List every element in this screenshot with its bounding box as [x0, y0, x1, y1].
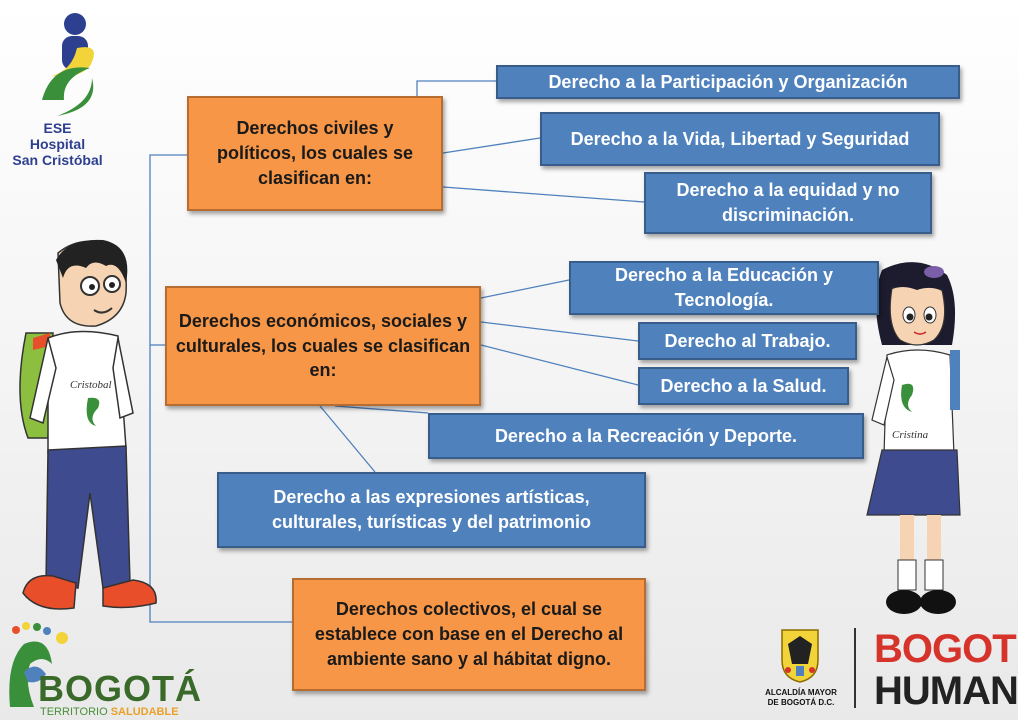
connector-recreacion	[335, 406, 428, 413]
bogota-logo-subtitle1: TERRITORIO	[40, 706, 108, 718]
right-box-expresiones	[217, 472, 646, 548]
logo-ese-line1: ESE	[43, 120, 72, 136]
connector-salud	[481, 345, 638, 385]
right-label-trabajo: Derecho al Trabajo.	[664, 330, 831, 351]
category-box-civiles	[187, 96, 443, 211]
alcaldia-line1: ALCALDÍA MAYOR	[765, 688, 837, 697]
right-label-equidad: Derecho a la equidad y no discriminación.	[676, 180, 900, 225]
right-box-recreacion	[428, 413, 864, 459]
humana-logo	[874, 628, 1018, 712]
right-label-expresiones: Derecho a las expresiones artísticas, culturales, turísticas y del patrimonio	[271, 487, 592, 532]
bogota-logo-title: BOGOTÁ	[38, 668, 202, 709]
connector-trabajo	[481, 322, 638, 341]
humana-line1: BOGOT	[874, 627, 1016, 671]
connector-participacion	[417, 81, 496, 96]
connector-equidad	[443, 187, 644, 202]
connector-vida	[443, 138, 540, 153]
alcaldia-line2: DE BOGOTÁ D.C.	[767, 698, 835, 707]
right-label-participacion: Derecho a la Participación y Organización	[548, 71, 908, 92]
bogota-logo-subtitle2: SALUDABLE	[110, 706, 179, 718]
category-label-colectivos: Derechos colectivos, el cual se establece con base en el Derecho al ambiente sano y al hábitat digno.	[314, 599, 624, 669]
right-box-educacion	[569, 261, 879, 315]
hospital-logo-icon	[22, 8, 112, 118]
right-label-salud: Derecho a la Salud.	[660, 375, 827, 396]
right-box-vida	[540, 112, 940, 166]
category-box-economicos	[165, 286, 481, 406]
bogota-logo-subtitle	[40, 706, 179, 718]
logo-ese-line2: Hospital	[29, 136, 86, 153]
logo-ese-line3: San Cristóbal	[12, 152, 103, 169]
right-box-participacion	[496, 65, 960, 99]
boy-name-label: Cristobal	[70, 379, 112, 391]
category-label-economicos: Derechos económicos, sociales y culturales, los cuales se clasifican en:	[175, 310, 471, 381]
right-box-equidad	[644, 172, 932, 234]
girl-name-label: Cristina	[892, 429, 929, 441]
right-box-trabajo	[638, 322, 857, 360]
category-label-civiles: Derechos civiles y políticos, los cuales se clasifican en:	[216, 118, 414, 188]
right-label-recreacion: Derecho a la Recreación y Deporte.	[494, 425, 798, 446]
right-label-vida: Derecho a la Vida, Libertad y Seguridad	[570, 128, 910, 149]
logo-divider	[854, 628, 856, 708]
connector-expresiones	[320, 406, 375, 472]
category-box-colectivos	[292, 578, 646, 691]
boy-character-illustration	[8, 238, 168, 623]
connector-educacion	[481, 280, 569, 298]
hospital-logo-text	[10, 120, 105, 168]
right-label-educacion: Derecho a la Educación y Tecnología.	[614, 265, 834, 310]
alcaldia-text	[760, 688, 842, 708]
bogota-coat-of-arms-icon	[778, 626, 822, 684]
humana-line2: HUMAN	[874, 669, 1018, 713]
right-box-salud	[638, 367, 849, 405]
